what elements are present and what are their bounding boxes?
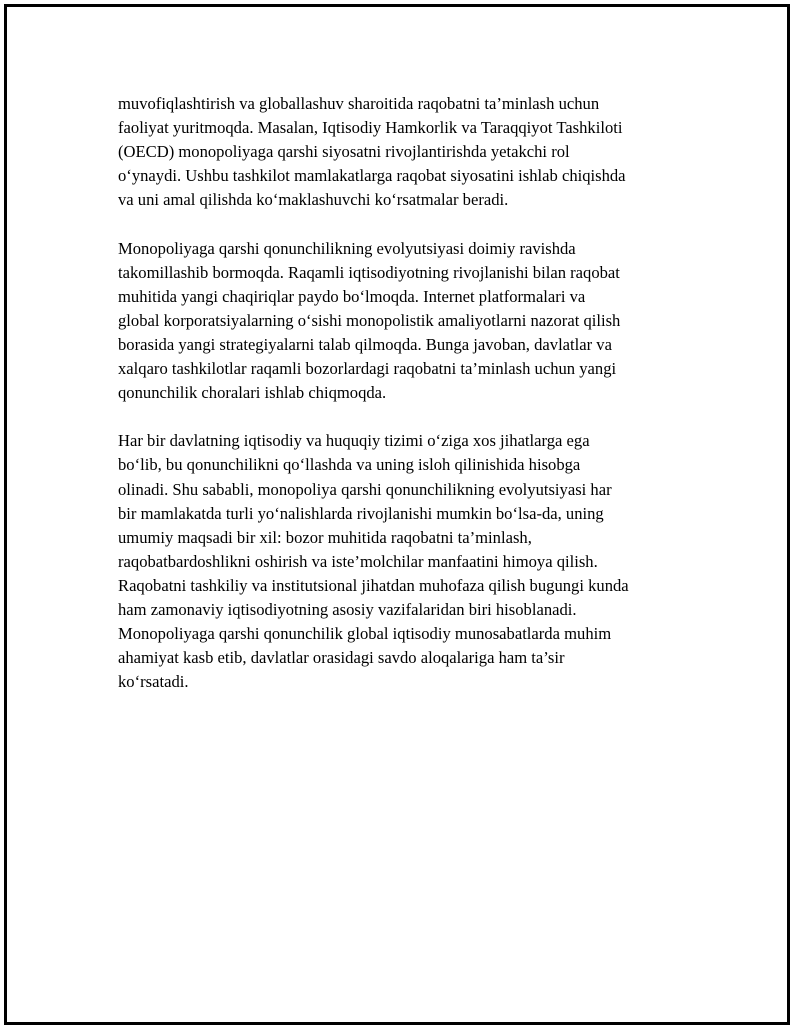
text-line: raqobatbardoshlikni oshirish va iste’molchilar manfaatini himoya qilish.	[118, 551, 598, 571]
text-line: global korporatsiyalarning o‘sishi monopolistik amaliyotlarni nazorat qilish	[118, 310, 621, 330]
text-line: bo‘lib, bu qonunchilikni qo‘llashda va uning isloh qilinishida hisobga	[118, 455, 581, 475]
text-line: ko‘rsatadi.	[118, 672, 189, 692]
text-line: olinadi. Shu sababli, monopoliya qarshi qonunchilikning evolyutsiyasi har	[118, 479, 612, 499]
text-line: Monopoliyaga qarshi qonunchilik global iqtisodiy munosabatlarda muhim	[118, 624, 612, 644]
text-line: xalqaro tashkilotlar raqamli bozorlardagi raqobatni ta’minlash uchun yangi	[118, 359, 617, 379]
text-line: Har bir davlatning iqtisodiy va huquqiy tizimi o‘ziga xos jihatlarga ega	[118, 431, 590, 451]
text-line: muhitida yangi chaqiriqlar paydo bo‘lmoqda. Internet platformalari va	[118, 286, 586, 306]
text-line: borasida yangi strategiyalarni talab qilmoqda. Bunga javoban, davlatlar va	[118, 334, 612, 354]
text-line: ham zamonaviy iqtisodiyotning asosiy vazifalaridan biri hisoblanadi.	[118, 599, 577, 619]
text-line: (OECD) monopoliyaga qarshi siyosatni rivojlantirishda yetakchi rol	[118, 142, 570, 162]
text-line: faoliyat yuritmoqda. Masalan, Iqtisodiy Hamkorlik va Taraqqiyot Tashkiloti	[118, 118, 623, 138]
text-line: takomillashib bormoqda. Raqamli iqtisodiyotning rivojlanishi bilan raqobat	[118, 262, 620, 282]
paragraph-3	[118, 429, 698, 694]
paragraph-2	[118, 237, 698, 406]
paragraph-1	[118, 92, 698, 212]
text-line: o‘ynaydi. Ushbu tashkilot mamlakatlarga raqobat siyosatini ishlab chiqishda	[118, 166, 626, 186]
text-line: qonunchilik choralari ishlab chiqmoqda.	[118, 383, 387, 403]
document-body	[118, 92, 698, 718]
text-line: Raqobatni tashkiliy va institutsional jihatdan muhofaza qilish bugungi kunda	[118, 575, 629, 595]
text-line: ahamiyat kasb etib, davlatlar orasidagi savdo aloqalariga ham ta’sir	[118, 648, 565, 668]
text-line: va uni amal qilishda ko‘maklashuvchi ko‘rsatmalar beradi.	[118, 190, 509, 210]
text-line: umumiy maqsadi bir xil: bozor muhitida raqobatni ta’minlash,	[118, 527, 532, 547]
text-line: bir mamlakatda turli yo‘nalishlarda rivojlanishi mumkin bo‘lsa-da, uning	[118, 503, 604, 523]
text-line: Monopoliyaga qarshi qonunchilikning evolyutsiyasi doimiy ravishda	[118, 238, 576, 258]
text-line: muvofiqlashtirish va globallashuv sharoitida raqobatni ta’minlash uchun	[118, 94, 600, 113]
